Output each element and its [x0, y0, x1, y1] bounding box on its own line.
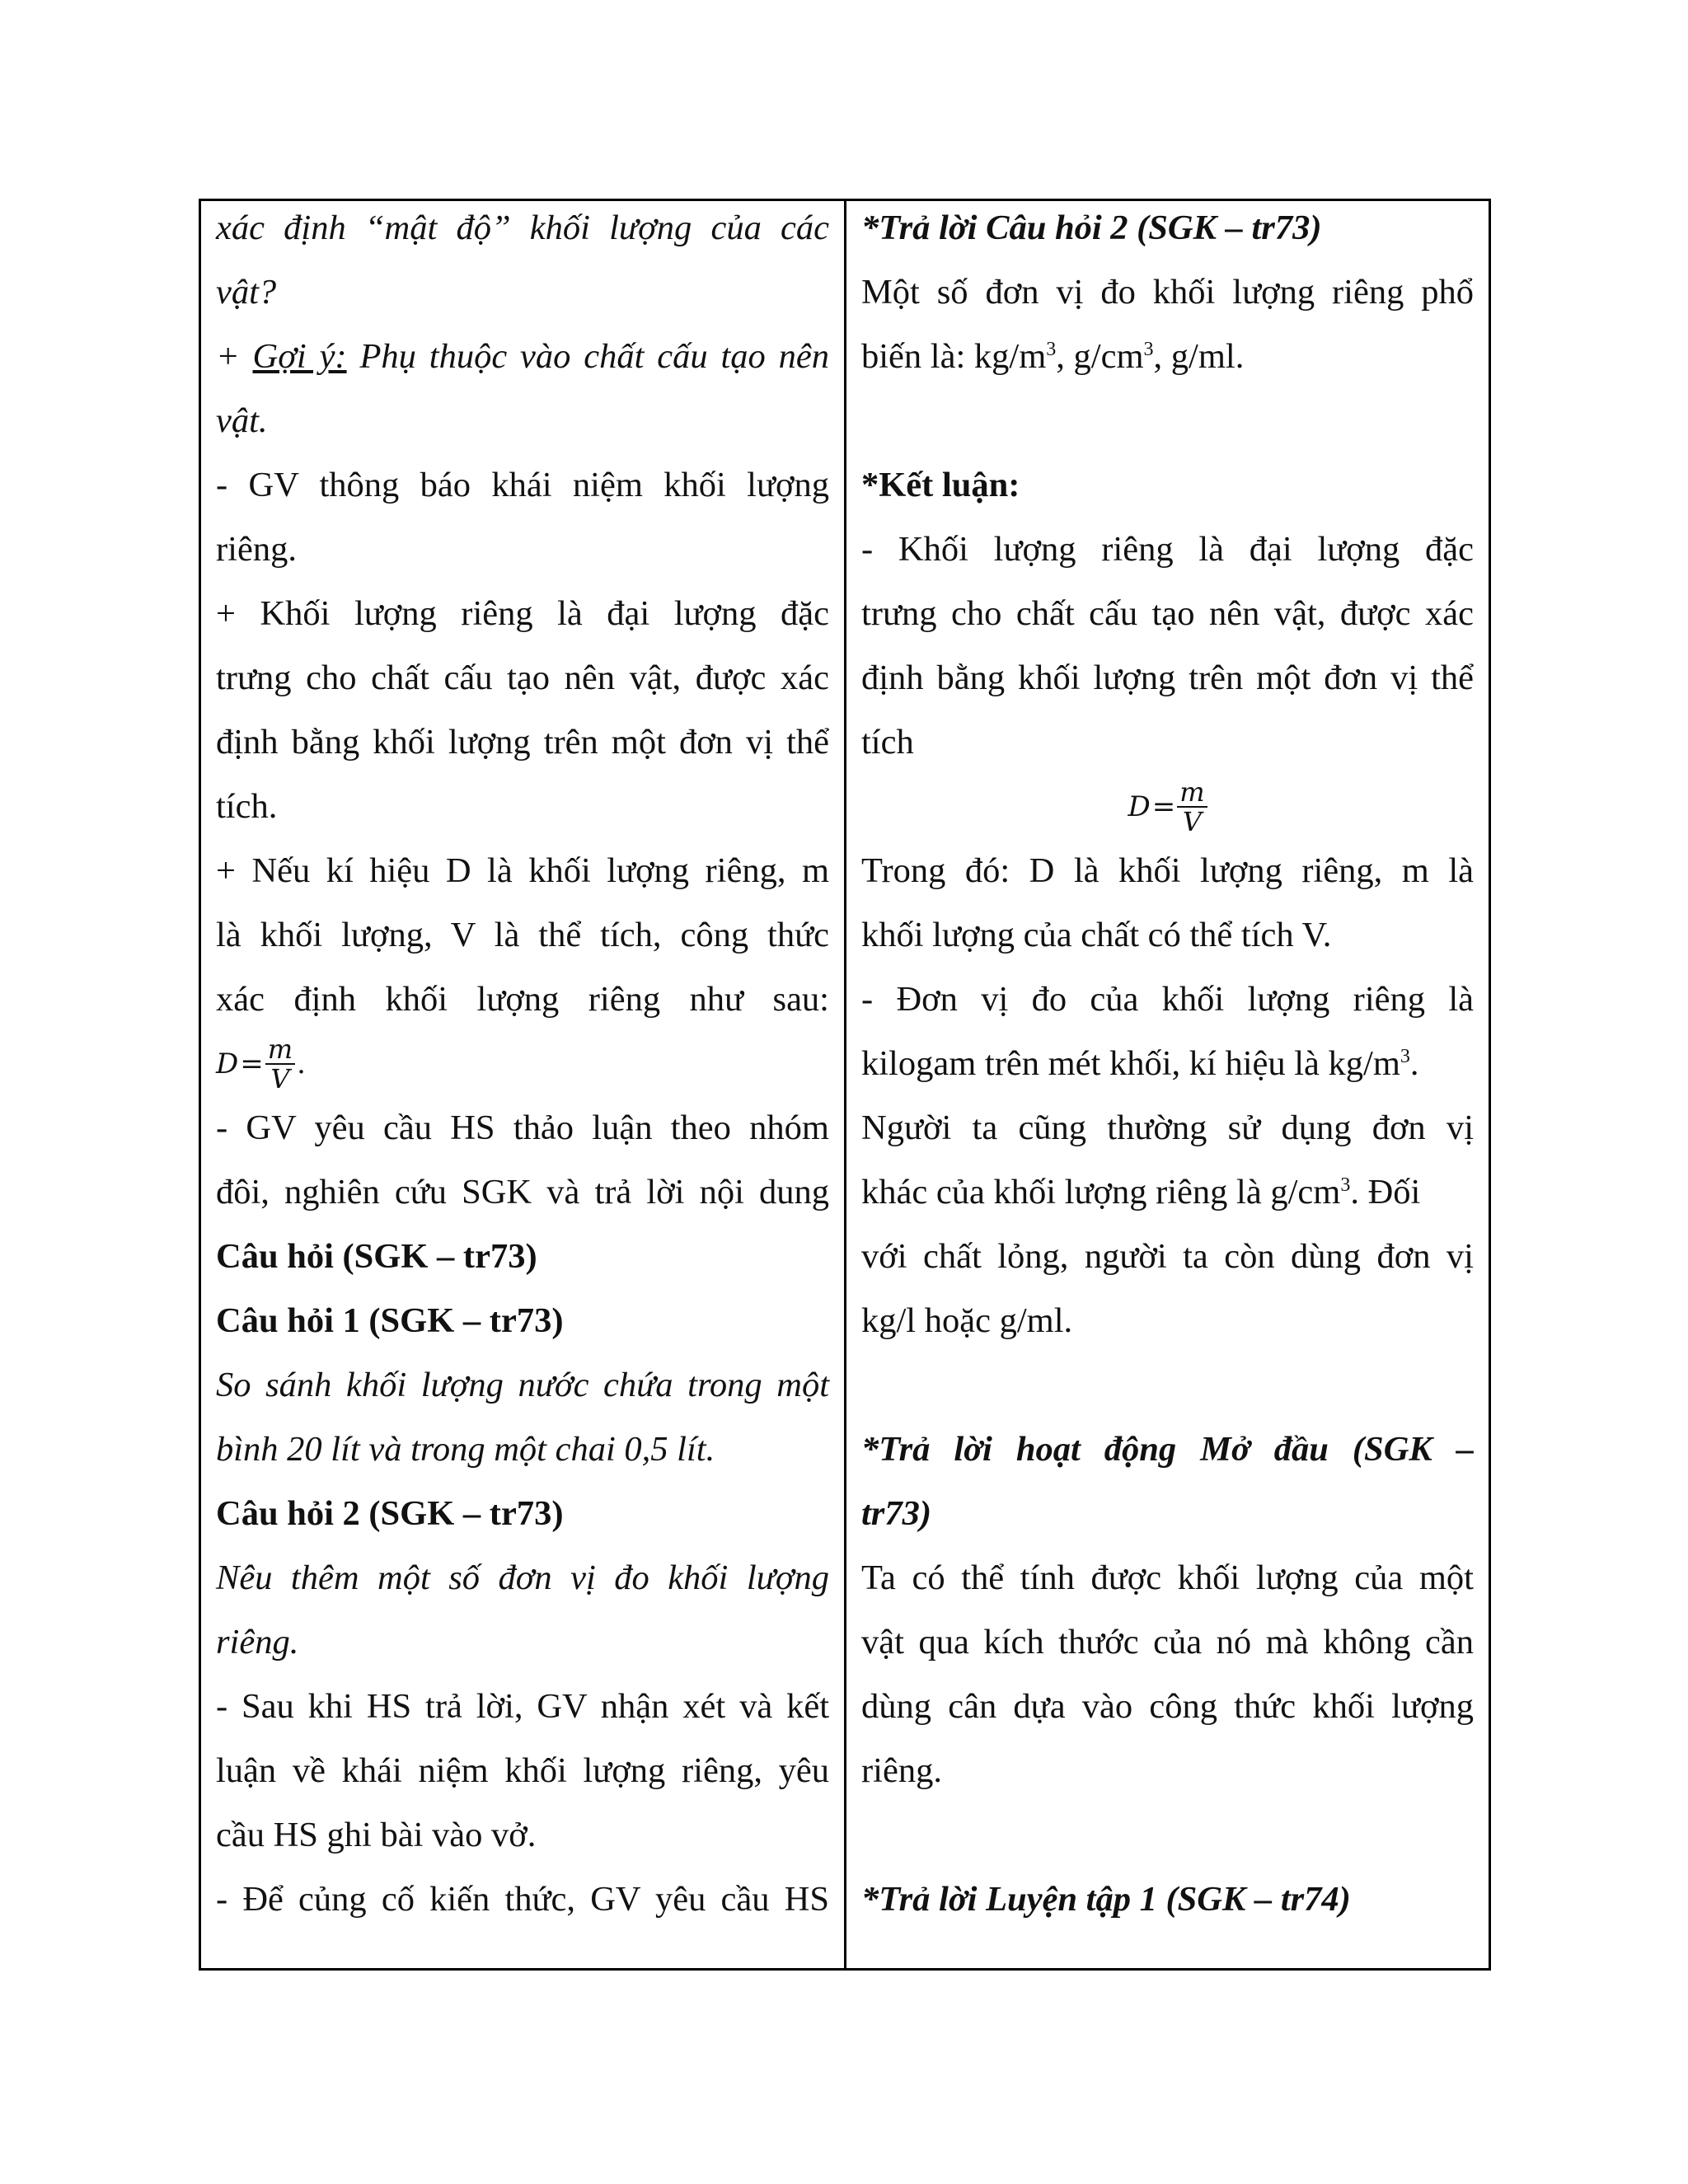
units-line: [861, 325, 1474, 389]
text-line: vật?: [216, 273, 277, 312]
formula: [216, 1032, 307, 1096]
formula-denominator: V: [1182, 806, 1202, 837]
text-line: - Sau khi HS trả lời, GV nhận xét và kết: [216, 1687, 829, 1726]
superscript: 3: [1046, 338, 1057, 360]
unit-text: .: [1409, 1044, 1419, 1083]
text-line: định bằng khối lượng trên một đơn vị thể: [861, 658, 1474, 697]
blank-line: [861, 1353, 1474, 1418]
formula-fraction: [265, 1035, 295, 1093]
unit-text: kilogam trên mét khối, kí hiệu là kg/m: [861, 1044, 1400, 1083]
question-text: So sánh khối lượng nước chứa trong một: [216, 1366, 829, 1404]
hint-text: Phụ thuộc vào chất cấu tạo nên: [346, 337, 830, 376]
text-line: xác định khối lượng riêng như sau:: [216, 980, 829, 1019]
formula-equals: =: [240, 1047, 264, 1080]
answer-heading: *Trả lời hoạt động Mở đầu (SGK –: [861, 1430, 1474, 1469]
answer-heading: *Trả lời Câu hỏi 2 (SGK – tr73): [861, 209, 1322, 247]
blank-line: [861, 389, 1474, 453]
text-line: riêng.: [216, 530, 297, 569]
question-heading: Câu hỏi (SGK – tr73): [216, 1237, 537, 1276]
text-line: riêng.: [861, 1751, 942, 1790]
unit-text: khác của khối lượng riêng là g/cm: [861, 1173, 1341, 1212]
formula-numerator: m: [265, 1035, 295, 1065]
text-line: vật.: [216, 401, 268, 440]
text-line: + Khối lượng riêng là đại lượng đặc: [216, 594, 829, 633]
text-line: xác định “mật độ” khối lượng của các: [216, 209, 829, 247]
text-line: cầu HS ghi bài vào vở.: [216, 1816, 537, 1854]
text-line: đôi, nghiên cứu SGK và trả lời nội dung: [216, 1173, 829, 1212]
units-text: , g/cm: [1056, 337, 1144, 376]
text-line: - Khối lượng riêng là đại lượng đặc: [861, 530, 1474, 569]
text-line: + Nếu kí hiệu D là khối lượng riêng, m: [216, 851, 829, 890]
teacher-activities-column: [201, 201, 846, 1968]
question-heading: Câu hỏi 1 (SGK – tr73): [216, 1301, 564, 1340]
text-line: vật qua kích thước của nó mà không cần: [861, 1623, 1474, 1661]
density-formula: [216, 1032, 829, 1096]
text-line: - Đơn vị đo của khối lượng riêng là: [861, 980, 1474, 1019]
text-line: - GV yêu cầu HS thảo luận theo nhóm: [216, 1108, 829, 1147]
formula-equals: =: [1151, 790, 1176, 823]
unit-line: [861, 1032, 1474, 1096]
density-formula: [861, 775, 1474, 839]
answer-heading: *Trả lời Luyện tập 1 (SGK – tr74): [861, 1880, 1351, 1919]
text-line: là khối lượng, V là thể tích, công thức: [216, 916, 829, 954]
text-line: - GV thông báo khái niệm khối lượng: [216, 466, 829, 504]
superscript: 3: [1400, 1045, 1410, 1067]
formula-fraction: [1177, 778, 1207, 836]
unit-text: . Đối: [1350, 1173, 1421, 1212]
text-line: khối lượng của chất có thể tích V.: [861, 916, 1332, 954]
question-heading: Câu hỏi 2 (SGK – tr73): [216, 1494, 564, 1533]
text-line: trưng cho chất cấu tạo nên vật, được xác: [861, 594, 1474, 633]
text-line: tích.: [216, 787, 278, 826]
formula-lhs: D: [1128, 790, 1151, 823]
superscript: 3: [1143, 338, 1154, 360]
expected-results-column: [846, 201, 1489, 1968]
conclusion-heading: *Kết luận:: [861, 466, 1020, 504]
blank-line: [861, 1803, 1474, 1868]
hint-prefix: +: [216, 337, 253, 376]
hint-label: Gợi ý:: [252, 337, 347, 376]
units-text: biến là: kg/m: [861, 337, 1047, 376]
question-text: bình 20 lít và trong một chai 0,5 lít.: [216, 1430, 715, 1469]
formula: [1128, 775, 1207, 839]
text-line: Ta có thể tính được khối lượng của một: [861, 1558, 1474, 1597]
question-text: riêng.: [216, 1623, 299, 1661]
question-text: Nêu thêm một số đơn vị đo khối lượng: [216, 1558, 829, 1597]
answer-heading: tr73): [861, 1494, 931, 1533]
lesson-table: [199, 199, 1491, 1971]
text-line: định bằng khối lượng trên một đơn vị thể: [216, 723, 829, 762]
text-line: kg/l hoặc g/ml.: [861, 1301, 1073, 1340]
text-line: luận về khái niệm khối lượng riêng, yêu: [216, 1751, 829, 1790]
formula-lhs: D: [216, 1047, 239, 1080]
unit-line: [861, 1160, 1474, 1225]
formula-numerator: m: [1177, 778, 1207, 808]
text-line: tích: [861, 723, 914, 762]
text-line: - Để củng cố kiến thức, GV yêu cầu HS: [216, 1880, 829, 1919]
formula-denominator: V: [270, 1063, 290, 1094]
units-text: , g/ml.: [1153, 337, 1245, 376]
text-line: Người ta cũng thường sử dụng đơn vị: [861, 1108, 1474, 1147]
text-line: Một số đơn vị đo khối lượng riêng phổ: [861, 273, 1474, 312]
text-line: trưng cho chất cấu tạo nên vật, được xác: [216, 658, 829, 697]
formula-period: .: [297, 1047, 306, 1080]
hint-line: [216, 325, 829, 389]
text-line: Trong đó: D là khối lượng riêng, m là: [861, 851, 1474, 890]
text-line: với chất lỏng, người ta còn dùng đơn vị: [861, 1237, 1474, 1276]
text-line: dùng cân dựa vào công thức khối lượng: [861, 1687, 1474, 1726]
superscript: 3: [1340, 1174, 1351, 1196]
